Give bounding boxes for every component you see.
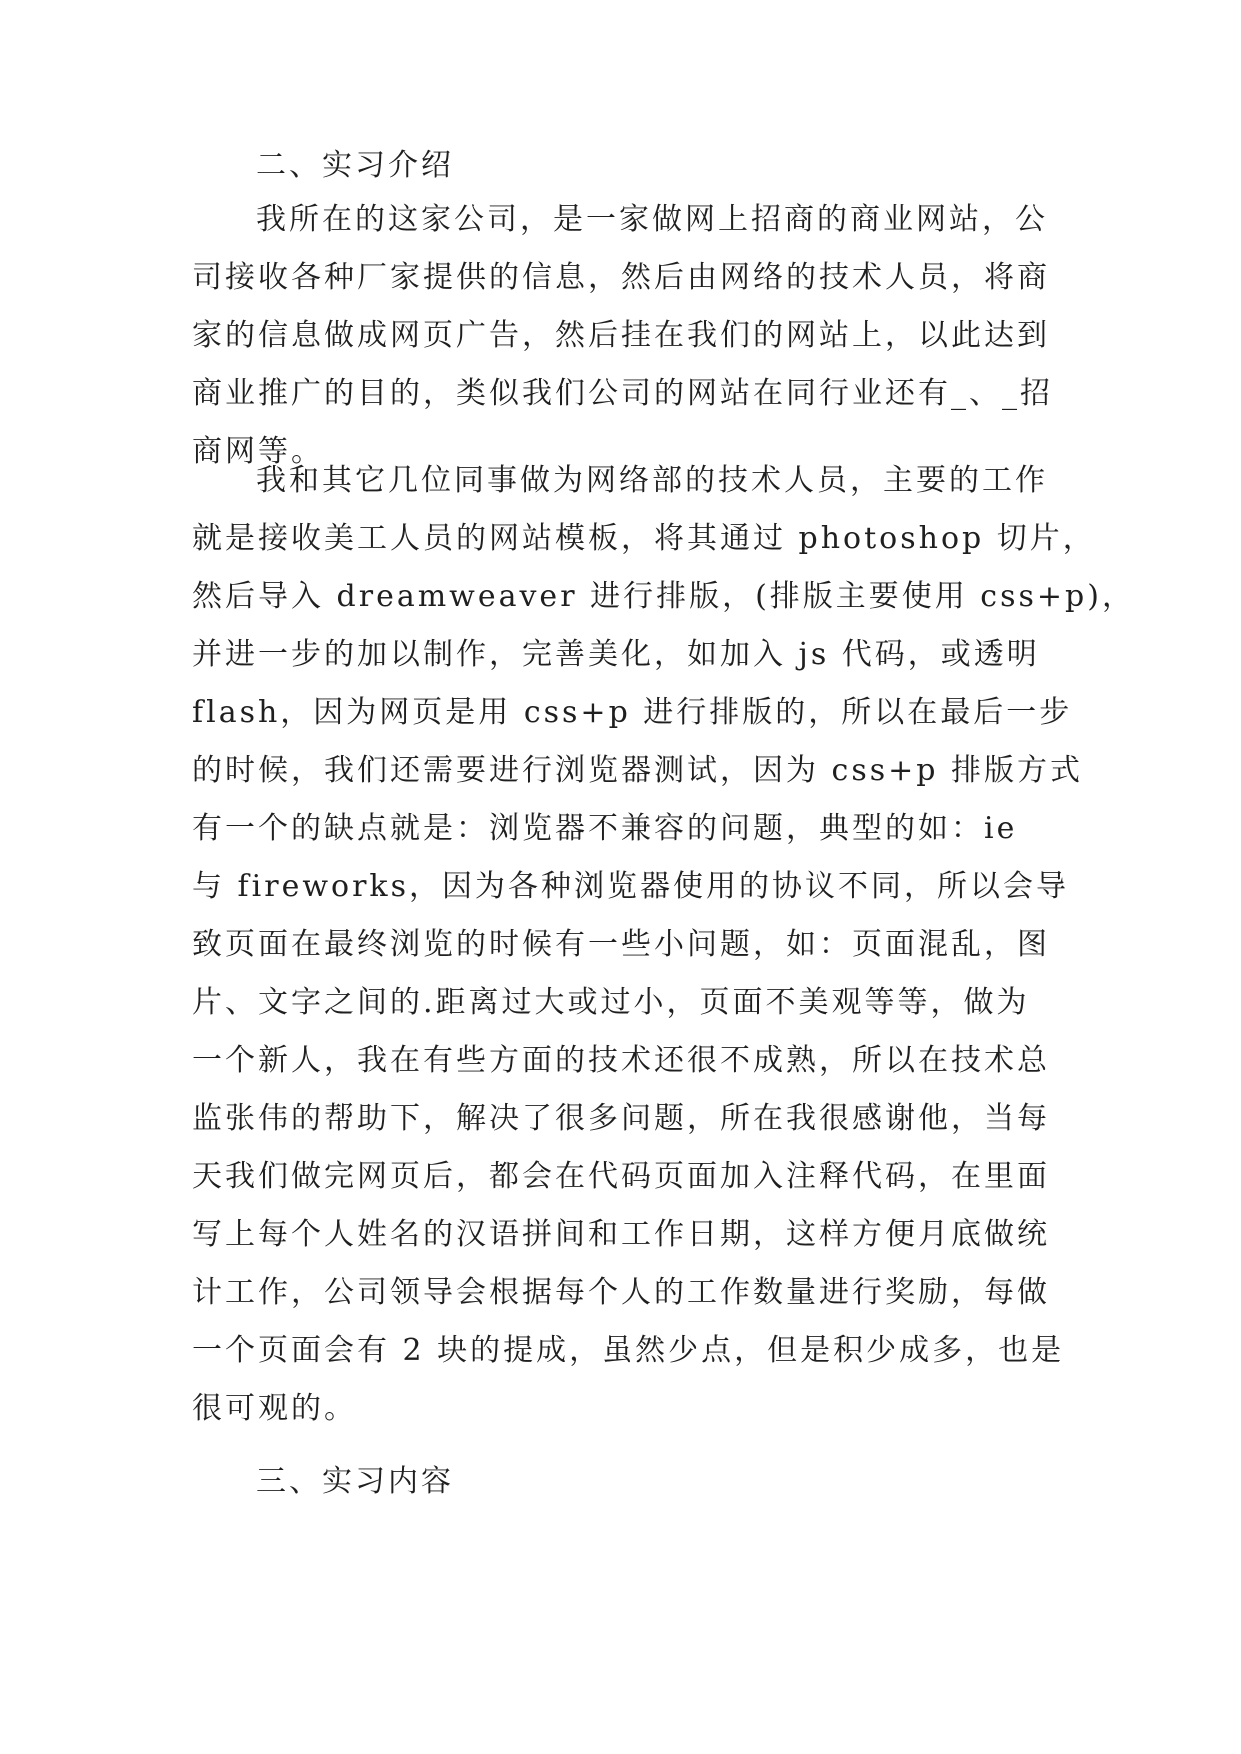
paragraph-line: 司接收各种厂家提供的信息，然后由网络的技术人员，将商 [192,260,1050,295]
heading-text: 三、实习内容 [256,1464,454,1499]
paragraph-line: 很可观的。 [192,1391,357,1426]
paragraph-line: 片、文字之间的.距离过大或过小，页面不美观等等，做为 [192,985,1030,1020]
paragraph-line: 然后导入 dreamweaver 进行排版，(排版主要使用 css+p)， [192,579,1135,614]
paragraph-line: 就是接收美工人员的网站模板，将其通过 photoshop 切片， [192,521,1096,556]
paragraph-line: 与 fireworks，因为各种浏览器使用的协议不同，所以会导 [192,869,1069,904]
section-heading-internship-intro [192,137,1092,195]
paragraph-line: 我所在的这家公司，是一家做网上招商的商业网站，公 [256,202,1048,237]
paragraph-line: 一个页面会有 2 块的提成，虽然少点，但是积少成多，也是 [192,1333,1065,1368]
paragraph-line: 天我们做完网页后，都会在代码页面加入注释代码，在里面 [192,1159,1050,1194]
paragraph-line: 商业推广的目的，类似我们公司的网站在同行业还有_、_招 [192,376,1053,411]
paragraph-line: 计工作，公司领导会根据每个人的工作数量进行奖励，每做 [192,1275,1050,1310]
paragraph-work-description [192,452,1135,1438]
paragraph-company-intro [192,191,1092,481]
section-heading-internship-content [192,1453,1092,1511]
paragraph-line: 一个新人，我在有些方面的技术还很不成熟，所以在技术总 [192,1043,1050,1078]
paragraph-line: 有一个的缺点就是：浏览器不兼容的问题，典型的如：ie [192,811,1018,846]
paragraph-line: 的时候，我们还需要进行浏览器测试，因为 css+p 排版方式 [192,753,1084,788]
paragraph-line: 监张伟的帮助下，解决了很多问题，所在我很感谢他，当每 [192,1101,1050,1136]
heading-text: 二、实习介绍 [256,148,454,183]
paragraph-line: 致页面在最终浏览的时候有一些小问题，如：页面混乱，图 [192,927,1050,962]
paragraph-line: 并进一步的加以制作，完善美化，如加入 js 代码，或透明 [192,637,1040,672]
paragraph-line: 我和其它几位同事做为网络部的技术人员，主要的工作 [256,463,1048,498]
paragraph-line: 写上每个人姓名的汉语拼间和工作日期，这样方便月底做统 [192,1217,1050,1252]
paragraph-line: flash，因为网页是用 css+p 进行排版的，所以在最后一步 [192,695,1073,730]
paragraph-line: 家的信息做成网页广告，然后挂在我们的网站上，以此达到 [192,318,1050,353]
paragraph-line: 商网等。 [192,434,324,469]
